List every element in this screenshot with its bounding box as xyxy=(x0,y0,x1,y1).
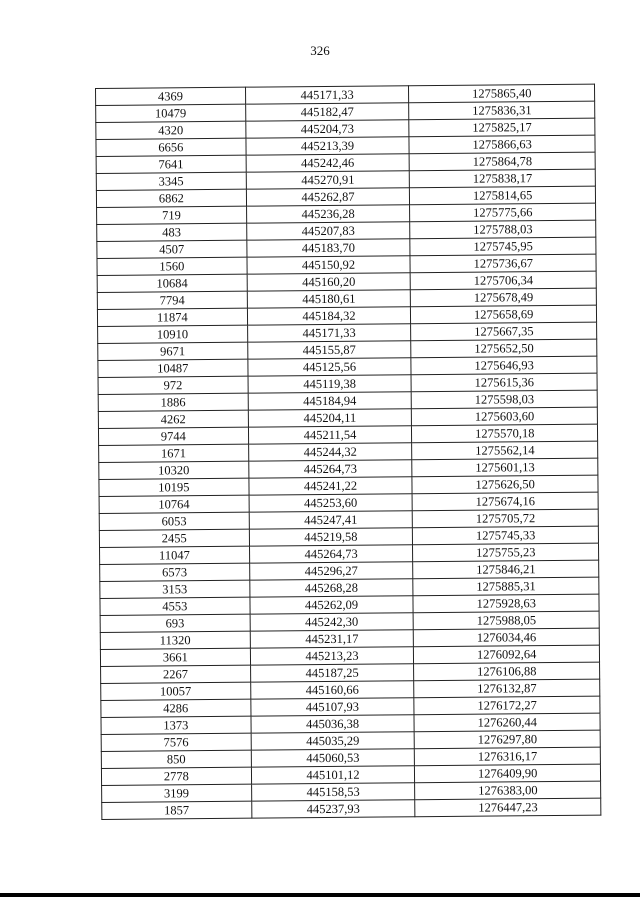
y-coordinate-cell: 1275615,36 xyxy=(411,373,597,392)
x-coordinate-cell: 445207,83 xyxy=(246,222,410,240)
x-coordinate-cell: 445264,73 xyxy=(249,545,413,563)
x-coordinate-cell: 445236,28 xyxy=(246,205,410,223)
point-number-cell: 4553 xyxy=(100,597,250,615)
x-coordinate-cell: 445036,38 xyxy=(251,715,415,733)
y-coordinate-cell: 1275745,33 xyxy=(413,526,599,545)
point-number-cell: 4286 xyxy=(101,699,251,717)
point-number-cell: 11320 xyxy=(100,631,250,649)
y-coordinate-cell: 1275864,78 xyxy=(409,152,595,171)
y-coordinate-cell: 1275667,35 xyxy=(411,322,597,341)
point-number-cell: 10320 xyxy=(99,461,249,479)
table-row xyxy=(102,798,601,819)
y-coordinate-cell: 1276260,44 xyxy=(414,713,600,732)
point-number-cell: 9671 xyxy=(98,342,248,360)
point-number-cell: 3199 xyxy=(102,784,252,802)
point-number-cell: 10487 xyxy=(98,359,248,377)
y-coordinate-cell: 1275755,23 xyxy=(413,543,599,562)
y-coordinate-cell: 1275652,50 xyxy=(411,339,597,358)
x-coordinate-cell: 445119,38 xyxy=(248,375,412,393)
x-coordinate-cell: 445296,27 xyxy=(249,562,413,580)
point-number-cell: 10195 xyxy=(99,478,249,496)
x-coordinate-cell: 445158,53 xyxy=(251,783,415,801)
x-coordinate-cell: 445204,11 xyxy=(248,409,412,427)
point-number-cell: 7641 xyxy=(96,155,246,173)
y-coordinate-cell: 1276106,88 xyxy=(414,662,600,681)
y-coordinate-cell: 1275705,72 xyxy=(413,509,599,528)
point-number-cell: 11047 xyxy=(100,546,250,564)
page-number: 326 xyxy=(310,43,330,58)
y-coordinate-cell: 1275814,65 xyxy=(410,186,596,205)
point-number-cell: 4262 xyxy=(98,410,248,428)
point-number-cell: 1886 xyxy=(98,393,248,411)
y-coordinate-cell: 1276383,00 xyxy=(415,781,601,800)
y-coordinate-cell: 1275626,50 xyxy=(412,475,598,494)
coordinates-table-body xyxy=(96,84,601,819)
x-coordinate-cell: 445184,32 xyxy=(247,307,411,325)
x-coordinate-cell: 445262,87 xyxy=(246,188,410,206)
x-coordinate-cell: 445219,58 xyxy=(249,528,413,546)
point-number-cell: 2267 xyxy=(101,665,251,683)
x-coordinate-cell: 445241,22 xyxy=(249,477,413,495)
x-coordinate-cell: 445171,33 xyxy=(245,86,409,104)
point-number-cell: 10684 xyxy=(97,274,247,292)
y-coordinate-cell: 1275928,63 xyxy=(413,594,599,613)
point-number-cell: 4507 xyxy=(97,240,247,258)
point-number-cell: 3153 xyxy=(100,580,250,598)
y-coordinate-cell: 1275601,13 xyxy=(412,458,598,477)
y-coordinate-cell: 1275846,21 xyxy=(413,560,599,579)
point-number-cell: 4369 xyxy=(96,87,246,105)
point-number-cell: 719 xyxy=(97,206,247,224)
point-number-cell: 10764 xyxy=(99,495,249,513)
x-coordinate-cell: 445183,70 xyxy=(246,239,410,257)
x-coordinate-cell: 445253,60 xyxy=(249,494,413,512)
x-coordinate-cell: 445125,56 xyxy=(248,358,412,376)
x-coordinate-cell: 445182,47 xyxy=(245,103,409,121)
point-number-cell: 3661 xyxy=(100,648,250,666)
y-coordinate-cell: 1276092,64 xyxy=(414,645,600,664)
point-number-cell: 693 xyxy=(100,614,250,632)
x-coordinate-cell: 445160,20 xyxy=(247,273,411,291)
y-coordinate-cell: 1276034,46 xyxy=(414,628,600,647)
x-coordinate-cell: 445035,29 xyxy=(251,732,415,750)
point-number-cell: 10479 xyxy=(96,104,246,122)
scan-edge-bar xyxy=(0,893,640,897)
point-number-cell: 6656 xyxy=(96,138,246,156)
x-coordinate-cell: 445242,46 xyxy=(246,154,410,172)
point-number-cell: 2778 xyxy=(101,767,251,785)
x-coordinate-cell: 445264,73 xyxy=(248,460,412,478)
y-coordinate-cell: 1276316,17 xyxy=(415,747,601,766)
x-coordinate-cell: 445237,93 xyxy=(251,800,415,818)
y-coordinate-cell: 1275838,17 xyxy=(410,169,596,188)
y-coordinate-cell: 1276409,90 xyxy=(415,764,601,783)
x-coordinate-cell: 445211,54 xyxy=(248,426,412,444)
x-coordinate-cell: 445213,23 xyxy=(250,647,414,665)
x-coordinate-cell: 445060,53 xyxy=(251,749,415,767)
point-number-cell: 2455 xyxy=(99,529,249,547)
point-number-cell: 6573 xyxy=(100,563,250,581)
point-number-cell: 1671 xyxy=(99,444,249,462)
x-coordinate-cell: 445171,33 xyxy=(247,324,411,342)
y-coordinate-cell: 1275865,40 xyxy=(409,84,595,103)
point-number-cell: 3345 xyxy=(96,172,246,190)
x-coordinate-cell: 445150,92 xyxy=(247,256,411,274)
y-coordinate-cell: 1275674,16 xyxy=(412,492,598,511)
y-coordinate-cell: 1275706,34 xyxy=(411,271,597,290)
y-coordinate-cell: 1275570,18 xyxy=(412,424,598,443)
y-coordinate-cell: 1275562,14 xyxy=(412,441,598,460)
point-number-cell: 10057 xyxy=(101,682,251,700)
x-coordinate-cell: 445187,25 xyxy=(250,664,414,682)
x-coordinate-cell: 445184,94 xyxy=(248,392,412,410)
y-coordinate-cell: 1275788,03 xyxy=(410,220,596,239)
x-coordinate-cell: 445270,91 xyxy=(246,171,410,189)
coordinates-table xyxy=(95,84,601,820)
y-coordinate-cell: 1275775,66 xyxy=(410,203,596,222)
point-number-cell: 1373 xyxy=(101,716,251,734)
y-coordinate-cell: 1276447,23 xyxy=(415,798,601,817)
y-coordinate-cell: 1275603,60 xyxy=(412,407,598,426)
y-coordinate-cell: 1276172,27 xyxy=(414,696,600,715)
x-coordinate-cell: 445213,39 xyxy=(246,137,410,155)
point-number-cell: 10910 xyxy=(98,325,248,343)
x-coordinate-cell: 445107,93 xyxy=(250,698,414,716)
y-coordinate-cell: 1276297,80 xyxy=(415,730,601,749)
point-number-cell: 1560 xyxy=(97,257,247,275)
point-number-cell: 850 xyxy=(101,750,251,768)
y-coordinate-cell: 1275646,93 xyxy=(411,356,597,375)
x-coordinate-cell: 445262,09 xyxy=(250,596,414,614)
point-number-cell: 1857 xyxy=(102,801,252,819)
y-coordinate-cell: 1275866,63 xyxy=(409,135,595,154)
point-number-cell: 972 xyxy=(98,376,248,394)
x-coordinate-cell: 445268,28 xyxy=(249,579,413,597)
x-coordinate-cell: 445101,12 xyxy=(251,766,415,784)
point-number-cell: 7794 xyxy=(97,291,247,309)
y-coordinate-cell: 1275598,03 xyxy=(412,390,598,409)
x-coordinate-cell: 445204,73 xyxy=(245,120,409,138)
x-coordinate-cell: 445231,17 xyxy=(250,630,414,648)
x-coordinate-cell: 445160,66 xyxy=(250,681,414,699)
x-coordinate-cell: 445244,32 xyxy=(248,443,412,461)
y-coordinate-cell: 1275745,95 xyxy=(410,237,596,256)
point-number-cell: 6053 xyxy=(99,512,249,530)
y-coordinate-cell: 1276132,87 xyxy=(414,679,600,698)
y-coordinate-cell: 1275678,49 xyxy=(411,288,597,307)
y-coordinate-cell: 1275736,67 xyxy=(410,254,596,273)
y-coordinate-cell: 1275658,69 xyxy=(411,305,597,324)
point-number-cell: 483 xyxy=(97,223,247,241)
x-coordinate-cell: 445180,61 xyxy=(247,290,411,308)
point-number-cell: 11874 xyxy=(97,308,247,326)
point-number-cell: 4320 xyxy=(96,121,246,139)
y-coordinate-cell: 1275885,31 xyxy=(413,577,599,596)
x-coordinate-cell: 445242,30 xyxy=(250,613,414,631)
x-coordinate-cell: 445155,87 xyxy=(247,341,411,359)
point-number-cell: 7576 xyxy=(101,733,251,751)
point-number-cell: 9744 xyxy=(98,427,248,445)
x-coordinate-cell: 445247,41 xyxy=(249,511,413,529)
y-coordinate-cell: 1275836,31 xyxy=(409,101,595,120)
point-number-cell: 6862 xyxy=(96,189,246,207)
y-coordinate-cell: 1275825,17 xyxy=(409,118,595,137)
y-coordinate-cell: 1275988,05 xyxy=(413,611,599,630)
